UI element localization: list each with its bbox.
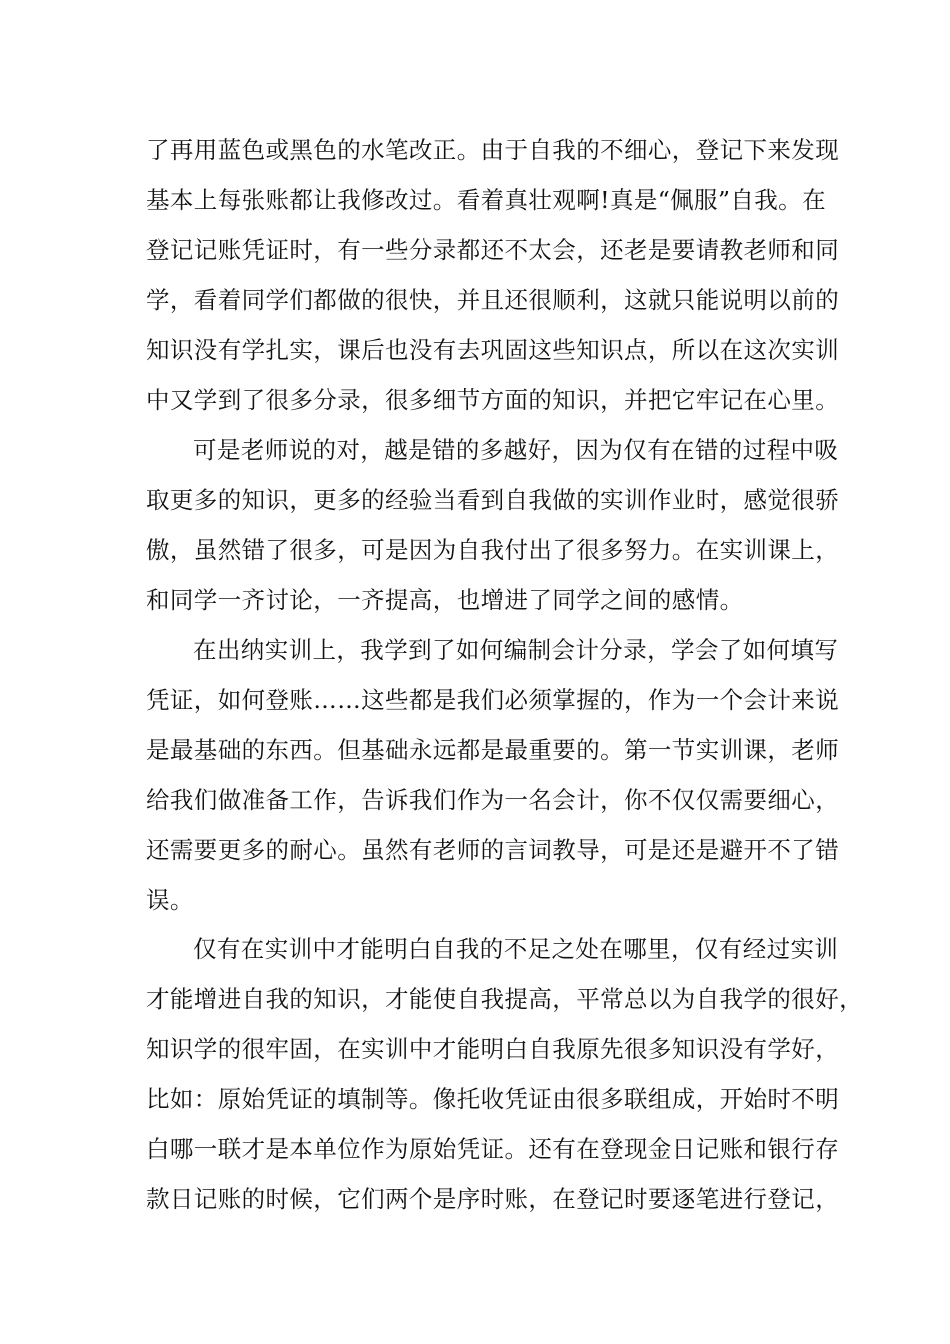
text-line: 基本上每张账都让我修改过。看着真壮观啊!真是“佩服”自我。在 [146, 186, 826, 214]
paragraph-first-line: 在出纳实训上，我学到了如何编制会计分录，学会了如何填写 [193, 636, 839, 664]
text-line: 傲，虽然错了很多，可是因为自我付出了很多努力。在实训课上， [146, 536, 840, 564]
text-line: 和同学一齐讨论，一齐提高，也增进了同学之间的感情。 [146, 586, 744, 614]
text-line: 知识学的很牢固，在实训中才能明白自我原先很多知识没有学好， [146, 1035, 840, 1063]
paragraph-first-line: 可是老师说的对，越是错的多越好，因为仅有在错的过程中吸 [193, 436, 839, 464]
text-line: 学，看着同学们都做的很快，并且还很顺利，这就只能说明以前的 [146, 286, 840, 314]
text-line: 款日记账的时候，它们两个是序时账，在登记时要逐笔进行登记， [146, 1185, 840, 1213]
text-line: 白哪一联才是本单位作为原始凭证。还有在登现金日记账和银行存 [146, 1135, 840, 1163]
text-line: 登记记账凭证时，有一些分录都还不太会，还老是要请教老师和同 [146, 236, 840, 264]
text-line: 中又学到了很多分录，很多细节方面的知识，并把它牢记在心里。 [146, 386, 840, 414]
paragraph-first-line: 仅有在实训中才能明白自我的不足之处在哪里，仅有经过实训 [193, 935, 839, 963]
text-line: 是最基础的东西。但基础永远都是最重要的。第一节实训课，老师 [146, 736, 840, 764]
text-line: 凭证，如何登账……这些都是我们必须掌握的，作为一个会计来说 [146, 686, 840, 714]
text-line: 比如：原始凭证的填制等。像托收凭证由很多联组成，开始时不明 [146, 1085, 840, 1113]
text-line: 才能增进自我的知识，才能使自我提高，平常总以为自我学的很好， [146, 985, 863, 1013]
text-line: 还需要更多的耐心。虽然有老师的言词教导，可是还是避开不了错 [146, 836, 840, 864]
text-line: 知识没有学扎实，课后也没有去巩固这些知识点，所以在这次实训 [146, 336, 840, 364]
text-line: 给我们做准备工作，告诉我们作为一名会计，你不仅仅需要细心， [146, 786, 840, 814]
text-line: 误。 [146, 886, 194, 914]
text-line: 取更多的知识，更多的经验当看到自我做的实训作业时，感觉很骄 [146, 486, 840, 514]
text-line: 了再用蓝色或黑色的水笔改正。由于自我的不细心，登记下来发现 [146, 136, 840, 164]
